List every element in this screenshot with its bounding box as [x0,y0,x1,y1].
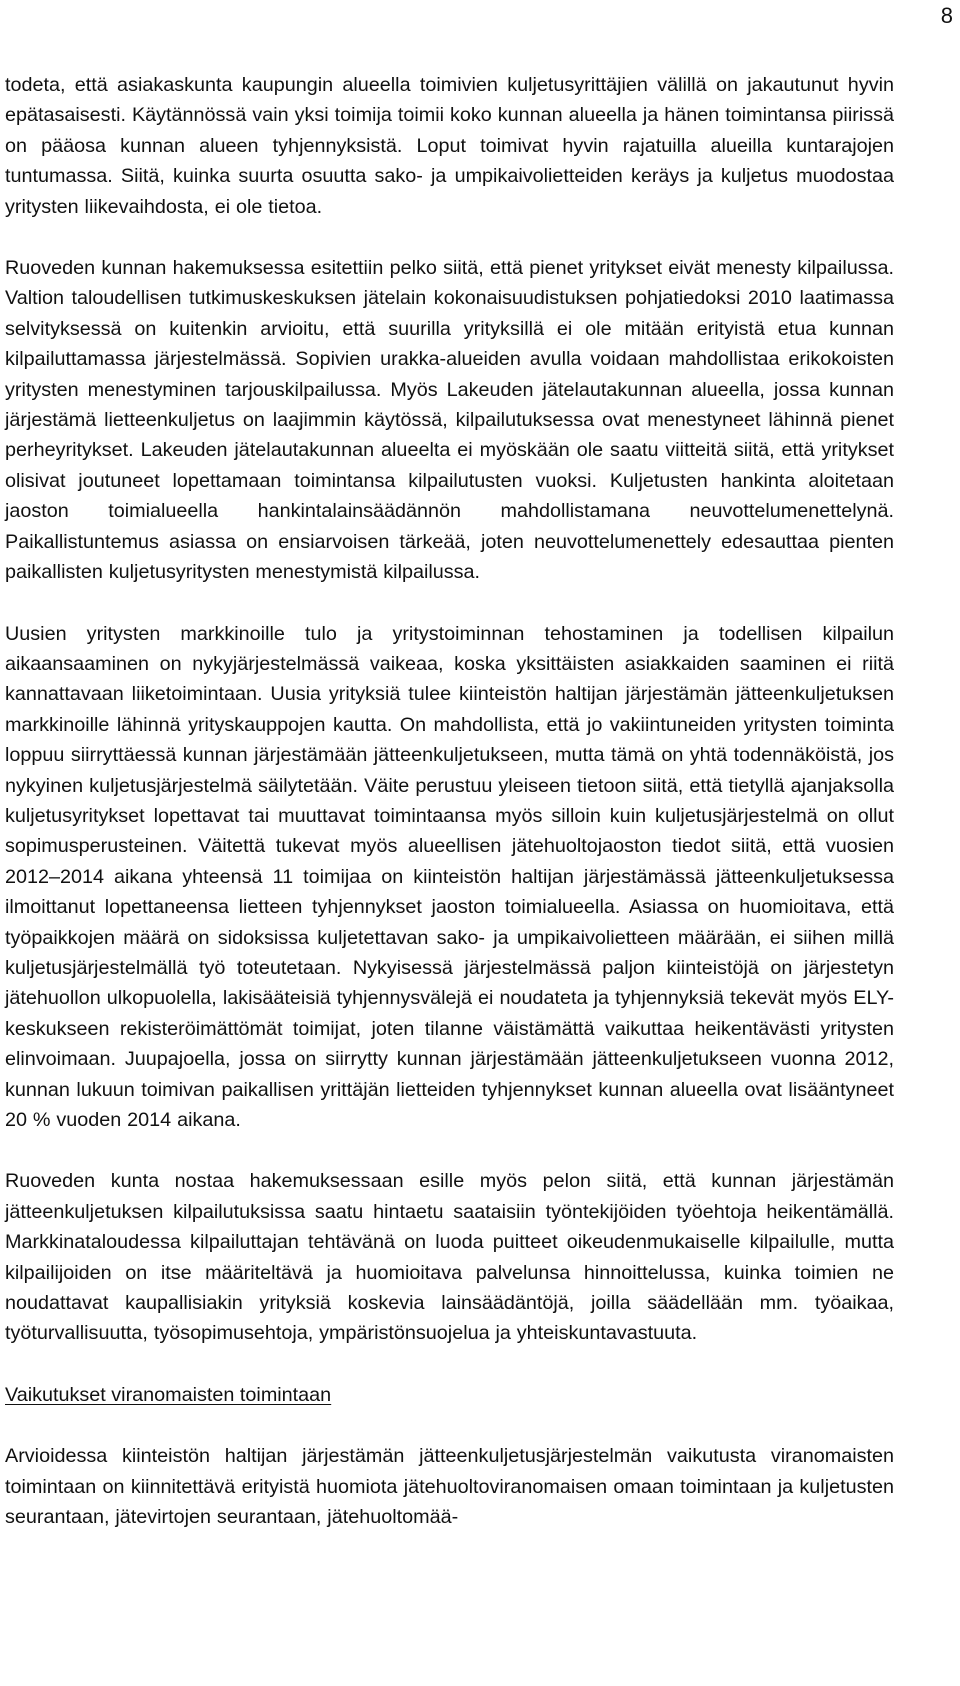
page-number: 8 [940,3,953,28]
section-heading-authority-impacts: Vaikutukset viranomaisten toimintaan [5,1383,332,1406]
paragraph-small-companies-competition: Ruoveden kunnan hakemuksessa esitettiin pelko siitä, että pienet yritykset eivät menesty kilpailussa. Valtion taloudellisen tutkimuskeskuksen jätelain kokonaisuudistuksen pohjatiedoksi 2010 laatimassa selvityksessä on kuitenkin arvioitu, että suurilla yrityksillä ei ole mitään erityistä etua kunnan kilpailuttamassa järjestelmässä. Sopivien urakka-alueiden avulla voidaan mahdollistaa erikokoisten yritysten menestyminen tarjouskilpailussa. Myös Lakeuden jätelautakunnan alueella, jossa kunnan järjestämä lietteenkuljetus on laajimmin käytössä, kilpailutuksessa ovat menestyneet lähinnä pienet perheyritykset. Lakeuden jätelautakunnan alueelta ei myöskään ole saatu viitteitä siitä, että yritykset olisivat joutuneet lopettamaan toimintansa kilpailutusten vuoksi. Kuljetusten hankinta aloitetaan jaoston toimialueella hankintalainsäädännön mahdollistamana neuvottelumenettelynä. Paikallistuntemus asiassa on ensiarvoisen tärkeää, joten neuvottelumenettely edesauttaa pienten paikallisten kuljetusyritysten menestymistä kilpailussa. [5,257,894,584]
paragraph-authority-impacts: Arvioidessa kiinteistön haltijan järjestämän jätteenkuljetusjärjestelmän vaikutusta viranomaisten toimintaan on kiinnitettävä erityistä huomiota jätehuoltoviranomaisen omaan toimintaan ja kuljetusten seurantaan, jätevirtojen seurantaan, jätehuoltomää- [5,1445,894,1529]
paragraph-new-companies-market-entry: Uusien yritysten markkinoille tulo ja yritystoiminnan tehostaminen ja todellisen kilpailun aikaansaaminen on nykyjärjestelmässä vaikeaa, koska yksittäisten asiakkaiden saaminen ei riitä kannattavaan liiketoimintaan. Uusia yrityksiä tulee kiinteistön haltijan järjestämän jätteenkuljetuksen markkinoille lähinnä yrityskauppojen kautta. On mahdollista, että jo vakiintuneiden yritysten toiminta loppuu siirryttäessä kunnan järjestämään jätteenkuljetukseen, mutta tämä on yhtä todennäköistä, jos nykyinen kuljetusjärjestelmä säilytetään. Väite perustuu yleiseen tietoon siitä, että tietyllä ajanjaksolla kuljetusyritykset lopettavat tai muuttavat toimintaansa myös silloin kuin kuljetusjärjestelmä on ollut sopimusperusteinen. Väitettä tukevat myös alueellisen jätehuoltojaoston tiedot siitä, että vuosien 2012–2014 aikana yhteensä 11 toimijaa on kiinteistön haltijan järjestämässä jätteenkuljetuksessa ilmoittanut lopettaneensa lietteen tyhjennykset jaoston toimialueella. Asiassa on huomioitava, että työpaikkojen määrä on sidoksissa kuljetettavan sako- ja umpikaivolietteen määrään, ei siihen millä kuljetusjärjestelmällä työ toteutetaan. Nykyisessä järjestelmässä paljon kiinteistöjä on järjestetyn jätehuollon ulkopuolella, lakisääteisiä tyhjennysvälejä ei noudateta ja tyhjennyksiä tekevät myös ELY-keskukseen rekisteröimättömät toimijat, joten tilanne väistämättä vaikuttaa heikentävästi yritysten elinvoimaan. Juupajoella, jossa on siirrytty kunnan järjestämään jätteenkuljetukseen vuonna 2012, kunnan lukuun toimivan paikallisen yrittäjän lietteiden tyhjennykset kunnan alueella ovat lisääntyneet 20 % vuoden 2014 aikana. [5,622,894,1131]
document-body [5,70,894,1532]
paragraph-working-conditions: Ruoveden kunta nostaa hakemuksessaan esille myös pelon siitä, että kunnan järjestämän jätteenkuljetuksen kilpailutuksissa saatu hintaetu saataisiin työntekijöiden työehtoja heikentämällä. Markkinataloudessa kilpailuttajan tehtävänä on luoda puitteet oikeudenmukaiselle kilpailulle, mutta kilpailijoiden on itse määriteltävä ja huomioitava palvelunsa hinnoittelussa, kuinka toimien ne noudattavat kaupallisiakin yrityksiä koskevia lainsäädäntöjä, joilla säädellään mm. työaikaa, työturvallisuutta, työsopimusehtoja, ympäristönsuojelua ja yhteiskuntavastuuta. [5,1170,894,1345]
paragraph-customer-distribution: todeta, että asiakaskunta kaupungin alueella toimivien kuljetusyrittäjien välillä on jakautunut hyvin epätasaisesti. Käytännössä vain yksi toimija toimii koko kunnan alueella ja hänen toimintansa piirissä on pääosa kunnan alueen tyhjennyksistä. Loput toimivat hyvin rajatuilla alueilla kuntarajojen tuntumassa. Siitä, kuinka suurta osuutta sako- ja umpikaivolietteiden keräys ja kuljetus muodostaa yritysten liikevaihdosta, ei ole tietoa. [5,74,894,218]
